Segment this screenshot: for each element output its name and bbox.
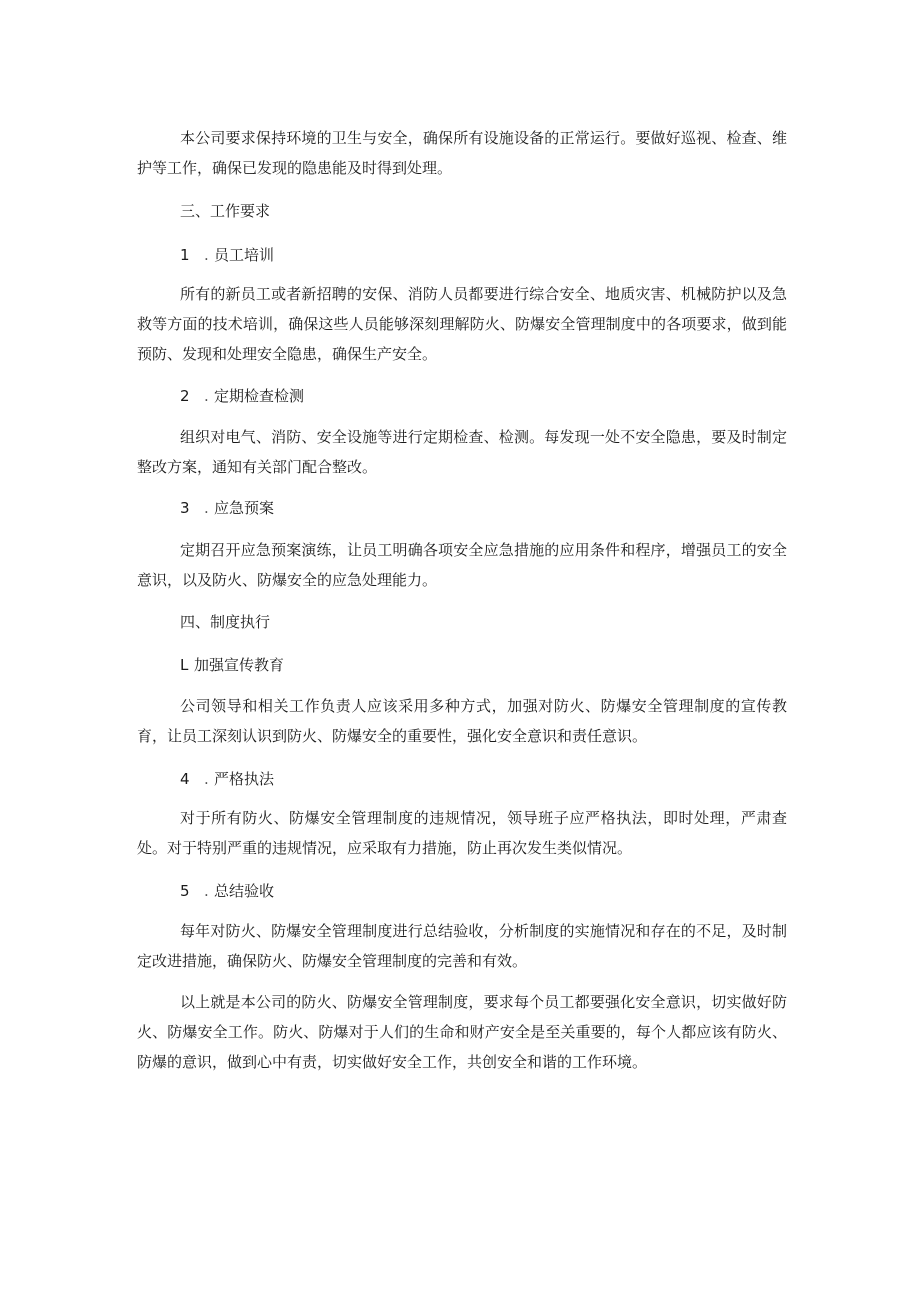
item-title: 定期检查检测 xyxy=(214,387,305,405)
item-title: 员工培训 xyxy=(214,246,275,264)
item-title: 总结验收 xyxy=(214,882,275,900)
item-heading-summary-review xyxy=(180,876,780,906)
item-heading-strict-enforcement xyxy=(180,764,780,794)
emergency-paragraph: 定期召开应急预案演练，让员工明确各项安全应急措施的应用条件和程序，增强员工的安全意识，以及防火、防爆安全的应急处理能力。 xyxy=(137,541,787,589)
item-title: 加强宣传教育 xyxy=(194,656,285,674)
intro-paragraph: 本公司要求保持环境的卫生与安全，确保所有设施设备的正常运行。要做好巡视、检查、维护等工作，确保已发现的隐患能及时得到处理。 xyxy=(137,129,787,177)
item-heading-publicity-education xyxy=(180,650,780,680)
item-number: 1 xyxy=(180,246,190,264)
item-separator: . xyxy=(204,770,209,788)
inspection-paragraph: 组织对电气、消防、安全设施等进行定期检查、检测。每发现一处不安全隐患，要及时制定整改方案，通知有关部门配合整改。 xyxy=(137,428,787,476)
training-paragraph: 所有的新员工或者新招聘的安保、消防人员都要进行综合安全、地质灾害、机械防护以及急救等方面的技术培训，确保这些人员能够深刻理解防火、防爆安全管理制度中的各项要求，做到能预防、发现和处理安全隐患，确保生产安全。 xyxy=(137,285,787,363)
item-heading-regular-inspection xyxy=(180,381,780,411)
item-separator: . xyxy=(204,246,209,264)
item-number: 4 xyxy=(180,770,190,788)
review-paragraph: 每年对防火、防爆安全管理制度进行总结验收，分析制度的实施情况和存在的不足，及时制定改进措施，确保防火、防爆安全管理制度的完善和有效。 xyxy=(137,922,787,970)
item-heading-staff-training xyxy=(180,240,780,270)
section-heading-system-execution: 四、制度执行 xyxy=(180,613,271,631)
item-number: 5 xyxy=(180,882,190,900)
publicity-paragraph: 公司领导和相关工作负责人应该采用多种方式，加强对防火、防爆安全管理制度的宣传教育，让员工深刻认识到防火、防爆安全的重要性，强化安全意识和责任意识。 xyxy=(137,697,787,745)
item-separator: . xyxy=(204,499,209,517)
item-title: 应急预案 xyxy=(214,499,275,517)
item-number: 2 xyxy=(180,387,190,405)
enforcement-paragraph: 对于所有防火、防爆安全管理制度的违规情况，领导班子应严格执法，即时处理，严肃查处。对于特别严重的违规情况，应采取有力措施，防止再次发生类似情况。 xyxy=(137,809,787,857)
item-separator: . xyxy=(204,882,209,900)
section-heading-work-requirements: 三、工作要求 xyxy=(180,202,271,220)
item-heading-emergency-plan xyxy=(180,493,780,523)
item-number: 3 xyxy=(180,499,190,517)
item-separator: . xyxy=(204,387,209,405)
item-number: L xyxy=(180,656,189,674)
conclusion-paragraph: 以上就是本公司的防火、防爆安全管理制度，要求每个员工都要强化安全意识，切实做好防火、防爆安全工作。防火、防爆对于人们的生命和财产安全是至关重要的，每个人都应该有防火、防爆的意识，做到心中有责，切实做好安全工作，共创安全和谐的工作环境。 xyxy=(137,993,787,1071)
item-title: 严格执法 xyxy=(214,770,275,788)
